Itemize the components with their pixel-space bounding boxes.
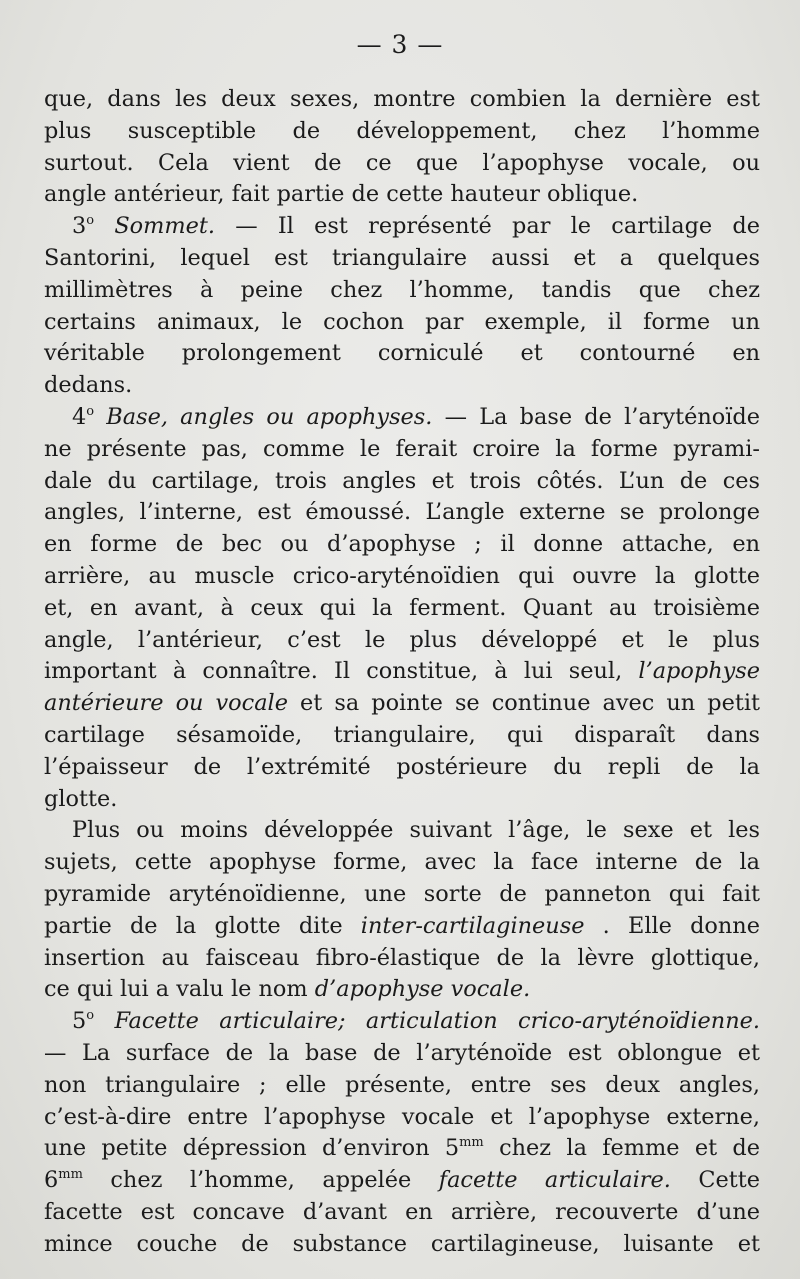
section-heading-line: 4$^o$ Base, angles ou apophyses. — La base de l’aryténoïde: [72, 403, 760, 430]
text-line: angle antérieur, fait partie de cette hauteur oblique.: [44, 181, 639, 208]
text-line: millimètres à peine chez l’homme, tandis que chez: [44, 276, 760, 303]
section-number: 5: [72, 1008, 87, 1035]
text-line: l’épaisseur de l’extrémité postérieure du repli de la: [44, 753, 760, 780]
text-line: — La surface de la base de l’aryténoïde est oblongue et: [44, 1039, 760, 1066]
section-title: Base, angles ou apophyses.: [106, 403, 433, 430]
section-number: 3: [72, 213, 87, 240]
text-line: une petite dépression d’environ $5^{mm}$ chez la femme et de: [44, 1135, 760, 1162]
page-number: — 3 —: [356, 30, 444, 59]
text-line: cartilage sésamoïde, triangulaire, qui disparaît dans: [44, 721, 760, 748]
text-line: facette est concave d’avant en arrière, recouverte d’une: [44, 1198, 760, 1225]
text-line: véritable prolongement corniculé et contourné en: [44, 340, 760, 367]
text-line: en forme de bec ou d’apophyse ; il donne attache, en: [44, 531, 760, 558]
text-line: mince couche de substance cartilagineuse, luisante et: [44, 1230, 760, 1257]
section-heading-line: 3$^o$ Sommet. — Il est représenté par le cartilage de: [72, 213, 760, 240]
section-title: Sommet.: [114, 213, 215, 240]
text-line: ce qui lui a valu le nom d’apophyse vocale.: [44, 976, 531, 1003]
text-line: que, dans les deux sexes, montre combien la dernière est: [44, 86, 760, 112]
section-number: 4: [72, 403, 87, 430]
text-line: certains animaux, le cochon par exemple, il forme un: [44, 308, 760, 335]
text-line: $6^{mm}$ chez l’homme, appelée facette articulaire. Cette: [44, 1167, 760, 1194]
text-line: important à connaître. Il constitue, à lui seul, l’apophyse: [44, 658, 761, 685]
text-line: pyramide aryténoïdienne, une sorte de panneton qui fait: [44, 880, 760, 907]
text-line: glotte.: [44, 785, 118, 812]
text-line: partie de la glotte dite inter-cartilagineuse . Elle donne: [44, 912, 760, 939]
text-line: ne présente pas, comme le ferait croire la forme pyrami-: [44, 435, 760, 462]
text-line: Plus ou moins développée suivant l’âge, le sexe et les: [72, 817, 760, 844]
text-line: c’est-à-dire entre l’apophyse vocale et l’apophyse externe,: [44, 1103, 760, 1130]
text-line: plus susceptible de développement, chez l’homme: [44, 117, 760, 144]
text-line: angles, l’interne, est émoussé. L’angle externe se prolonge: [44, 499, 760, 526]
text-line: sujets, cette apophyse forme, avec la face interne de la: [44, 849, 760, 876]
body-text: [44, 84, 760, 1260]
text-line: non triangulaire ; elle présente, entre ses deux angles,: [44, 1071, 760, 1098]
text-line: Santorini, lequel est triangulaire aussi et a quelques: [44, 244, 760, 271]
text-line: et, en avant, à ceux qui la ferment. Quant au troisième: [44, 594, 760, 621]
text-line: insertion au faisceau fibro-élastique de la lèvre glottique,: [44, 944, 760, 971]
text-line: arrière, au muscle crico-aryténoïdien qui ouvre la glotte: [44, 562, 760, 589]
section-heading-line: 5$^o$ Facette articulaire; articulation crico-aryténoïdienne.: [72, 1008, 760, 1035]
text-line: surtout. Cela vient de ce que l’apophyse vocale, ou: [44, 149, 760, 176]
text-line: angle, l’antérieur, c’est le plus développé et le plus: [44, 626, 760, 653]
section-title: Facette articulaire; articulation crico-aryténoïdienne.: [114, 1008, 760, 1035]
text-line: dedans.: [44, 372, 133, 399]
text-line: antérieure ou vocale et sa pointe se continue avec un petit: [44, 690, 760, 717]
text-line: dale du cartilage, trois angles et trois côtés. L’un de ces: [44, 467, 760, 494]
